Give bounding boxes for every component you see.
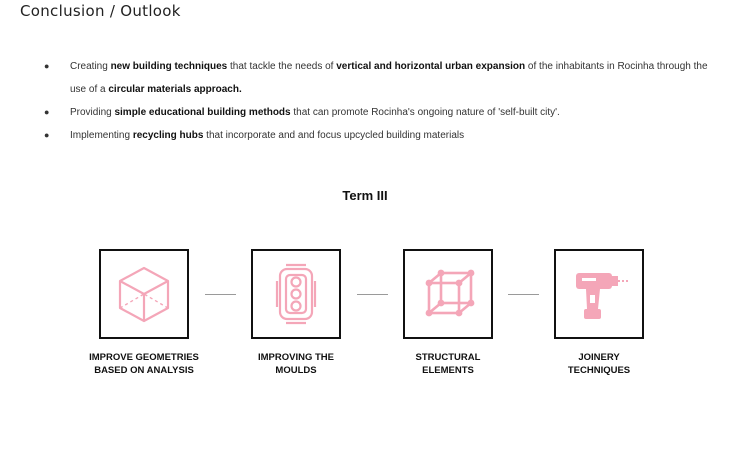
step-box-geometries: [99, 249, 189, 339]
step-box-structural: [403, 249, 493, 339]
connector-line: [357, 294, 388, 295]
bullet-item: [44, 101, 714, 124]
step-caption-joinery: JOINERY TECHNIQUES: [567, 352, 631, 376]
drill-icon: [556, 251, 642, 337]
bullet-dot-icon: ●: [44, 130, 50, 140]
step-caption-moulds: IMPROVING THE MOULDS: [257, 352, 334, 376]
connector-line: [508, 294, 539, 295]
bullet-list: [44, 55, 714, 147]
bullet-text: Creating new building techniques that tackle the needs of vertical and horizontal urban expansion of the inhabitants in Rocinha through the use of a circular materials approach.: [70, 61, 708, 95]
bullet-text: Providing simple educational building methods that can promote Rocinha's ongoing nature of 'self-built city'.: [70, 107, 560, 118]
step-caption-structural: STRUCTURAL ELEMENTS: [415, 352, 481, 376]
bullet-dot-icon: ●: [44, 107, 50, 117]
mould-icon: [253, 251, 339, 337]
step-caption-geometries: IMPROVE GEOMETRIES BASED ON ANALYSIS: [89, 352, 199, 376]
bullet-item: [44, 124, 714, 147]
bullet-item: [44, 55, 714, 101]
step-box-moulds: [251, 249, 341, 339]
bullet-dot-icon: ●: [44, 61, 50, 71]
page-title: Conclusion / Outlook: [20, 2, 181, 20]
step-box-joinery: [554, 249, 644, 339]
connector-line: [205, 294, 236, 295]
term-heading: Term III: [342, 188, 388, 203]
cube-icon: [101, 251, 187, 337]
lattice-cube-icon: [405, 251, 491, 337]
bullet-text: Implementing recycling hubs that incorporate and and focus upcycled building materials: [70, 130, 465, 141]
